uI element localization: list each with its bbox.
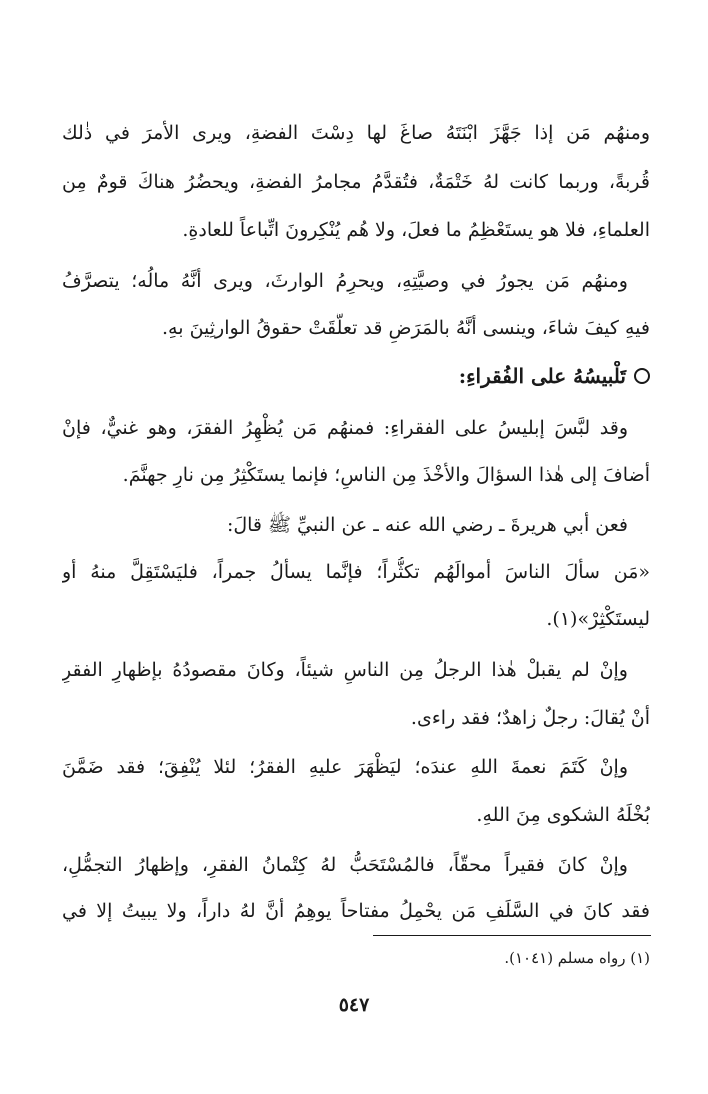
section-heading-text: تَلْبيسُهُ على الفُقراءِ: (458, 364, 626, 388)
text-line: ومنهُم مَن إذا جَهَّزَ ابْنَتَهُ صاغَ لها دِسْتَ الفضةِ، ويرى الأمرَ في ذٰلك (62, 122, 650, 144)
footnote-separator (373, 935, 651, 936)
text-line: ومنهُم مَن يجورُ في وصيَّتِهِ، ويحرِمُ الوارثَ، ويرى أنَّهُ مالُه؛ يتصرَّفُ (62, 270, 628, 292)
text-line: فقد كانَ في السَّلَفِ مَن يحْمِلُ مفتاحاً يوهِمُ أنَّ لهُ داراً، ولا يبيتُ إلا في (62, 900, 650, 922)
text-line: وإنْ كَتَمَ نعمةَ اللهِ عندَه؛ ليَظْهَرَ عليهِ الفقرُ؛ لئلا يُنْفِقَ؛ فقد ضَمَّنَ (62, 756, 628, 778)
hadith-line: «مَن سألَ الناسَ أموالَهُم تكثُّراً؛ فإنَّما يسألُ جمراً، فليَسْتَقِلَّ منهُ أو (62, 561, 650, 583)
text-line: فيهِ كيفَ شاءَ، وينسى أنَّهُ بالمَرَضِ قد تعلَّقَتْ حقوقُ الوارثِينَ بهِ. (162, 317, 650, 339)
text-line: العلماءِ، فلا هو يستَعْظِمُ ما فعلَ، ولا هُم يُنْكِرونَ اتِّباعاً للعادةِ. (182, 219, 650, 241)
text-line: وإنْ كانَ فقيراً محقّاً، فالمُسْتَحَبُّ لهُ كِتْمانُ الفقرِ، وإظهارُ التجمُّلِ، (62, 854, 628, 876)
hadith-line: ليستَكْثِرْ»(١). (546, 608, 650, 630)
text-line: بُخْلَهُ الشكوى مِنَ اللهِ. (476, 804, 650, 826)
text-line: أنْ يُقالَ: رجلٌ زاهدٌ؛ فقد راءى. (410, 707, 650, 729)
footnote: (١) رواه مسلم (١٠٤١). (504, 949, 650, 967)
circle-bullet-icon (634, 368, 650, 384)
text-line: قُربةً، وربما كانت لهُ خَتْمَةٌ، فتُقدَّمُ مجامرُ الفضةِ، ويحضُرُ هناكَ قومٌ مِن (62, 171, 650, 193)
text-line: وإنْ لم يقبلْ هٰذا الرجلُ مِن الناسِ شيئاً، وكانَ مقصودُهُ بإظهارِ الفقرِ (62, 659, 628, 681)
page-number: ٥٤٧ (338, 994, 370, 1016)
text-line: أضافَ إلى هٰذا السؤالَ والأخْذَ مِن الناسِ؛ فإنما يستَكْثِرُ مِن نارِ جهنَّمَ. (122, 464, 650, 486)
section-heading (62, 361, 650, 393)
text-line: فعن أبي هريرةَ ـ رضي الله عنه ـ عن النبيِّ ﷺ قالَ: (226, 514, 628, 536)
text-line: وقد لبَّسَ إبليسُ على الفقراءِ: فمنهُم مَن يُظْهِرُ الفقرَ، وهو غنيٌّ، فإنْ (62, 417, 628, 439)
